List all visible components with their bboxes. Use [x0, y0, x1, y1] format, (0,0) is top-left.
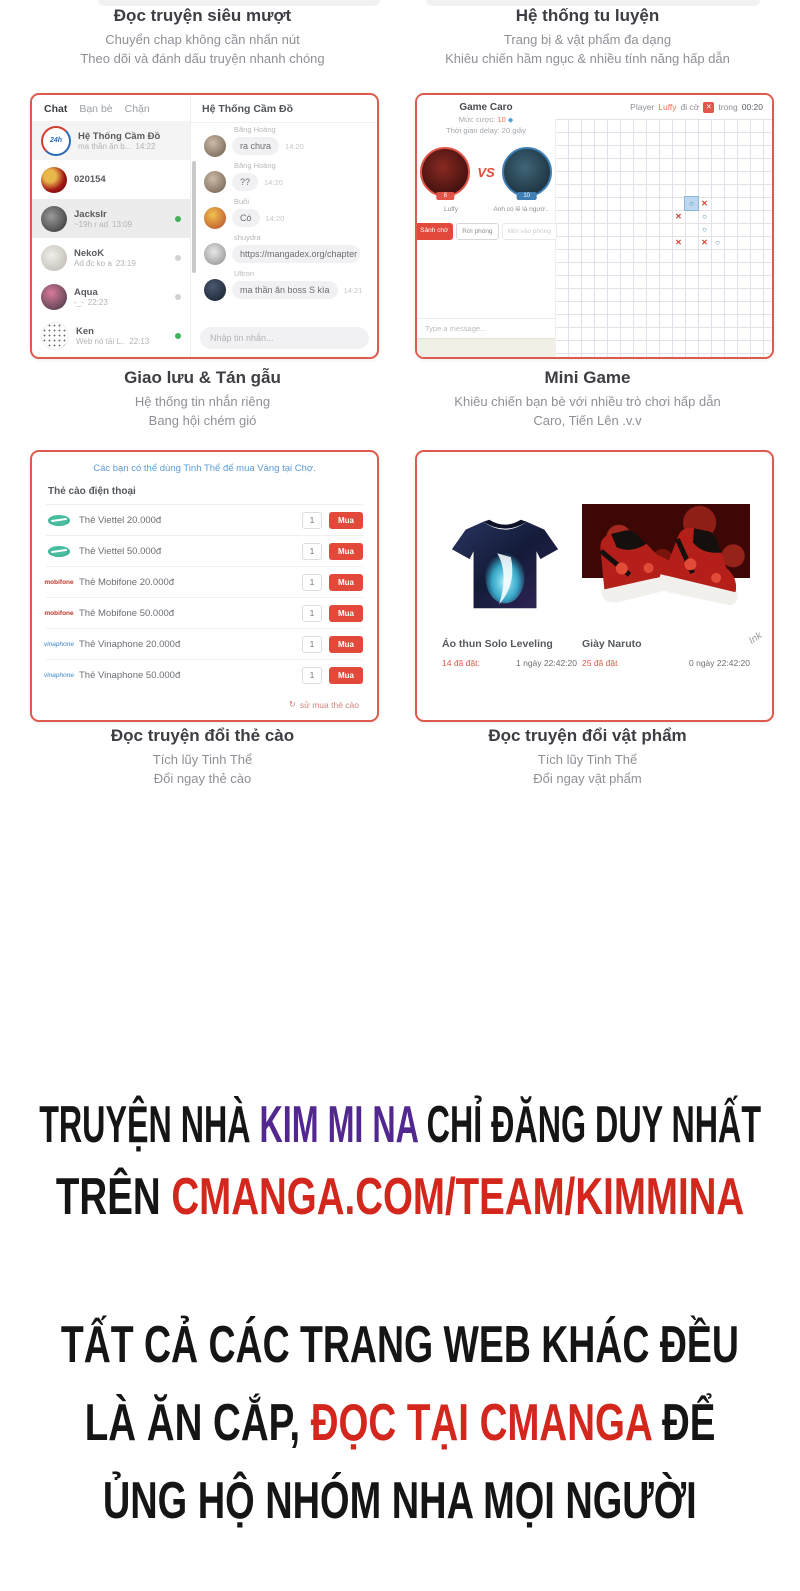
avatar: [204, 135, 226, 157]
promo-exclusive-block: [0, 1096, 800, 1226]
crystal-notice: Các bạn có thể dùng Tinh Thể để mua Vàng tại Chợ.: [93, 463, 316, 474]
message-sender: Băng Hoàng: [234, 125, 276, 134]
turn-action: đi cờ: [680, 102, 700, 112]
gem-icon: ◆: [507, 117, 514, 124]
feature-heading-reader: [10, 6, 395, 68]
turn-prefix: Player: [630, 102, 655, 112]
conversation-time: 14:22: [135, 141, 156, 151]
card-name: Thẻ Mobifone 50.000đ: [79, 607, 175, 619]
board-piece-x: ✕: [701, 199, 708, 208]
buy-button[interactable]: Mua: [329, 605, 363, 622]
online-dot: [175, 333, 181, 339]
product-name: Giày Naruto: [582, 638, 642, 650]
conversation-name: NekoK: [74, 247, 105, 259]
turn-timer: 00:20: [741, 102, 763, 112]
card-name: Thẻ Vinaphone 20.000đ: [79, 638, 181, 650]
card-row: [46, 659, 363, 690]
buy-button[interactable]: Mua: [329, 636, 363, 653]
message-link[interactable]: https://mangadex.org/chapter: [232, 245, 360, 263]
message-sender: Ultron: [234, 269, 255, 278]
caption-title: Giao lưu & Tán gẫu: [124, 368, 281, 387]
board-piece-o: ○: [715, 238, 720, 247]
avatar: [204, 207, 226, 229]
thread-title: Hệ Thống Cầm Đồ: [190, 95, 377, 123]
message-bubble: ma thần ăn boss S kìa: [232, 281, 338, 299]
tab-friends[interactable]: Bạn bè: [79, 103, 113, 115]
chat-message: [190, 267, 377, 303]
caption-subtitle: Đổi ngay vật phẩm: [533, 771, 642, 786]
tab-blocked[interactable]: Chặn: [124, 103, 150, 115]
bet-value: 10: [497, 115, 506, 124]
message-time: 14:20: [264, 177, 283, 187]
message-bubble: ra chưa: [232, 137, 279, 155]
tshirt-product-image[interactable]: [442, 500, 567, 630]
minigame-screenshot-panel: [415, 93, 774, 359]
caption-subtitle: Khiêu chiến bạn bè với nhiều trò chơi hấp dẫn: [454, 394, 721, 409]
caption-title: Đọc truyện đổi vật phẩm: [488, 726, 687, 745]
x-piece-icon: ✕: [703, 102, 714, 113]
conversation-preview: ~19h r ad: [74, 219, 109, 229]
caption-subtitle: Tích lũy Tinh Thể: [537, 752, 638, 767]
avatar: [41, 245, 67, 271]
conversation-list: [32, 95, 191, 357]
game-chat-box: [417, 318, 555, 357]
buy-button[interactable]: Mua: [329, 543, 363, 560]
board-piece-x: ✕: [675, 238, 682, 247]
quantity-input[interactable]: 1: [302, 605, 322, 622]
caption-title: Đọc truyện đổi thẻ cào: [110, 726, 295, 745]
vs-label: VS: [477, 164, 495, 180]
promo-line-1: [39, 1096, 761, 1154]
avatar: [204, 243, 226, 265]
vinaphone-logo: vinaphone: [44, 640, 74, 648]
conversation-preview: Web nó tải L..: [76, 336, 126, 346]
chat-message: [190, 123, 377, 159]
purchase-history-link[interactable]: [50, 699, 359, 710]
game-chat-footer: [417, 338, 555, 357]
quantity-input[interactable]: 1: [302, 543, 322, 560]
history-icon: ↻: [288, 699, 296, 709]
board-piece-x: ✕: [701, 238, 708, 247]
mobifone-logo: mobifone: [44, 609, 74, 617]
feature-title: Hệ thống tu luyện: [515, 6, 660, 25]
message-time: 14:20: [265, 213, 285, 223]
caption-card-exchange: [10, 726, 395, 788]
quantity-input[interactable]: 1: [302, 512, 322, 529]
offline-dot: [175, 255, 181, 261]
caption-subtitle: Hệ thống tin nhắn riêng: [134, 394, 271, 409]
player-left-badge: 8: [437, 192, 454, 200]
caption-subtitle: Caro, Tiến Lên .v.v: [533, 413, 642, 428]
feature-title: Đọc truyện siêu mượt: [113, 6, 292, 25]
conversation-name: Aqua: [74, 286, 98, 298]
sneakers-graphic: [582, 508, 750, 620]
card-row: [46, 597, 363, 628]
sneakers-product-image[interactable]: [582, 504, 750, 624]
player-names: [417, 206, 555, 213]
card-row: [46, 566, 363, 597]
product-name: Áo thun Solo Leveling: [442, 638, 553, 650]
feature-subtitle: Trang bị & vật phẩm đa dạng: [503, 32, 672, 47]
board-piece-o: ○: [702, 212, 707, 221]
scrollbar[interactable]: [192, 161, 196, 273]
conversation-preview: Ad đc ko a: [74, 258, 112, 268]
player-left-avatar: [420, 147, 470, 197]
history-link-label: sử mua thẻ cào: [299, 699, 359, 710]
promo-text: CHỈ ĐĂNG DUY NHẤT: [417, 1096, 761, 1154]
read-at-cmanga: ĐỌC TẠI CMANGA: [310, 1394, 652, 1452]
conversation-preview: -_-: [74, 297, 84, 307]
game-sidebar: [417, 95, 556, 357]
conversation-time: 22:23: [87, 297, 108, 307]
conversation-name: Hệ Thống Cầm Đồ: [78, 130, 161, 142]
chat-message: [190, 195, 377, 231]
player-right-badge: 10: [516, 192, 537, 200]
promo-text: LÀ ĂN CẮP,: [84, 1394, 311, 1452]
conversation-name: Jackslr: [74, 208, 107, 220]
promo-warning-block: [0, 1316, 800, 1530]
delay-line: [417, 126, 555, 135]
avatar: [41, 206, 67, 232]
product-info: [442, 658, 577, 668]
message-bubble: ??: [232, 173, 258, 191]
turn-conj: trong: [718, 102, 738, 112]
board-piece-x: ✕: [675, 212, 682, 221]
conversation-preview: ma thần ăn b...: [78, 141, 132, 151]
buy-button[interactable]: Mua: [329, 667, 363, 684]
conversation-time: 13:09: [112, 219, 133, 229]
game-chat-input[interactable]: Type a message...: [417, 318, 555, 338]
game-buttons: [420, 223, 552, 240]
viettel-logo: [46, 515, 72, 526]
card-name: Thẻ Viettel 20.000đ: [79, 514, 162, 526]
player-right-name: Anh có lẽ là ngườ..: [493, 206, 549, 213]
vinaphone-logo: vinaphone: [44, 671, 74, 679]
mobifone-logo: mobifone: [44, 578, 74, 586]
conversation-item[interactable]: [32, 277, 190, 316]
caption-subtitle: Đổi ngay thẻ cào: [153, 771, 252, 786]
conversation-item[interactable]: [32, 199, 190, 238]
game-title: Game Caro: [459, 102, 513, 113]
card-name: Thẻ Vinaphone 50.000đ: [79, 669, 181, 681]
buy-button[interactable]: Mua: [329, 574, 363, 591]
message-sender: shuydra: [234, 233, 261, 242]
site-url: CMANGA.COM/TEAM/KIMMINA: [171, 1168, 745, 1226]
tab-chat[interactable]: Chat: [44, 103, 68, 115]
feature-subtitle: Khiêu chiến hầm ngục & nhiều tính năng hấp dẫn: [445, 51, 730, 66]
conversation-item[interactable]: [32, 121, 190, 160]
leave-room-button[interactable]: Rời phòng: [456, 223, 498, 240]
promo-text: TRUYỆN NHÀ: [39, 1096, 260, 1154]
card-row: [46, 535, 363, 566]
invite-button[interactable]: Mời vào phòng: [502, 223, 557, 240]
caption-minigame: [400, 368, 775, 430]
message-sender: Buổi: [234, 197, 250, 206]
quantity-input[interactable]: 1: [302, 636, 322, 653]
chat-message: [190, 231, 377, 267]
conversation-item[interactable]: [32, 160, 190, 199]
delay-label: Thời gian delay:: [446, 126, 500, 135]
conversation-name: Ken: [76, 325, 94, 337]
ordered-count: 14 đã đặt:: [442, 658, 480, 668]
game-board[interactable]: [555, 119, 772, 357]
phone-card-panel: [30, 450, 379, 722]
conversation-time: 22:13: [129, 336, 150, 346]
board-piece-o: ○: [702, 225, 707, 234]
conversation-name: 020154: [74, 174, 106, 185]
bet-line: [417, 115, 555, 124]
avatar: [41, 284, 67, 310]
promo-line-5: ỦNG HỘ NHÓM NHA MỌI NGƯỜI: [103, 1472, 697, 1530]
message-thread: [190, 95, 377, 357]
card-row: [46, 628, 363, 659]
countdown: 1 ngày 22:42:20: [516, 658, 577, 668]
players-row: [417, 147, 555, 197]
turn-indicator: [555, 95, 772, 119]
chat-message: [190, 159, 377, 195]
caption-subtitle: Tích lũy Tinh Thể: [152, 752, 253, 767]
item-shop-panel: [415, 450, 774, 722]
quantity-input[interactable]: 1: [302, 667, 322, 684]
team-name: KIM MI NA: [259, 1096, 418, 1154]
player-right-avatar: [502, 147, 552, 197]
conversation-time: 23:19: [115, 258, 136, 268]
feature-subtitle: Theo dõi và đánh dấu truyện nhanh chóng: [80, 51, 325, 66]
conversation-item[interactable]: [32, 238, 190, 277]
caption-chat: [10, 368, 395, 430]
watermark: Ink: [746, 630, 764, 647]
caption-subtitle: Bang hội chém gió: [148, 413, 257, 428]
feature-subtitle: Chuyển chap không cần nhấn nút: [105, 32, 300, 47]
promo-line-3: TẤT CẢ CÁC TRANG WEB KHÁC ĐỀU: [60, 1316, 740, 1374]
message-time: 14:20: [285, 141, 304, 151]
caption-title: Mini Game: [544, 368, 631, 387]
ordered-count: 25 đã đặt: [582, 658, 618, 668]
avatar-label: 24h: [49, 137, 63, 144]
board-piece-o: ○: [685, 197, 698, 210]
avatar: [41, 126, 71, 156]
avatar: [41, 322, 69, 350]
section-title: Thẻ cào điện thoại: [48, 486, 136, 497]
conversation-item[interactable]: [32, 316, 190, 355]
card-row: [46, 504, 363, 535]
buy-button[interactable]: Mua: [329, 512, 363, 529]
card-name: Thẻ Mobifone 20.000đ: [79, 576, 175, 588]
promo-text: TRÊN: [55, 1168, 172, 1226]
chat-screenshot-panel: [30, 93, 379, 359]
delay-value: 20 giây: [501, 126, 526, 135]
viettel-logo: [46, 546, 72, 557]
player-left-name: Luffy: [444, 206, 458, 213]
promo-line-2: [56, 1168, 744, 1226]
offline-dot: [175, 294, 181, 300]
feature-heading-cultivation: [400, 6, 775, 68]
avatar: [204, 279, 226, 301]
avatar: [204, 171, 226, 193]
caption-item-exchange: [400, 726, 775, 788]
turn-player: Luffy: [658, 102, 677, 112]
promo-line-4: [85, 1394, 716, 1452]
avatar: [41, 167, 67, 193]
lobby-button[interactable]: Sảnh chờ: [415, 223, 453, 240]
product-info: [582, 658, 750, 668]
message-time: 14:21: [343, 285, 363, 295]
chat-tabs: [32, 95, 190, 121]
online-dot: [175, 216, 181, 222]
promo-text: ĐỂ: [651, 1394, 716, 1452]
bet-label: Mức cược:: [458, 115, 496, 124]
tshirt-graphic: [446, 515, 564, 615]
quantity-input[interactable]: 1: [302, 574, 322, 591]
message-bubble: Có: [232, 209, 260, 227]
message-input[interactable]: Nhập tin nhắn...: [200, 327, 369, 349]
card-name: Thẻ Viettel 50.000đ: [79, 545, 162, 557]
countdown: 0 ngày 22:42:20: [689, 658, 750, 668]
message-sender: Băng Hoàng: [234, 161, 276, 170]
